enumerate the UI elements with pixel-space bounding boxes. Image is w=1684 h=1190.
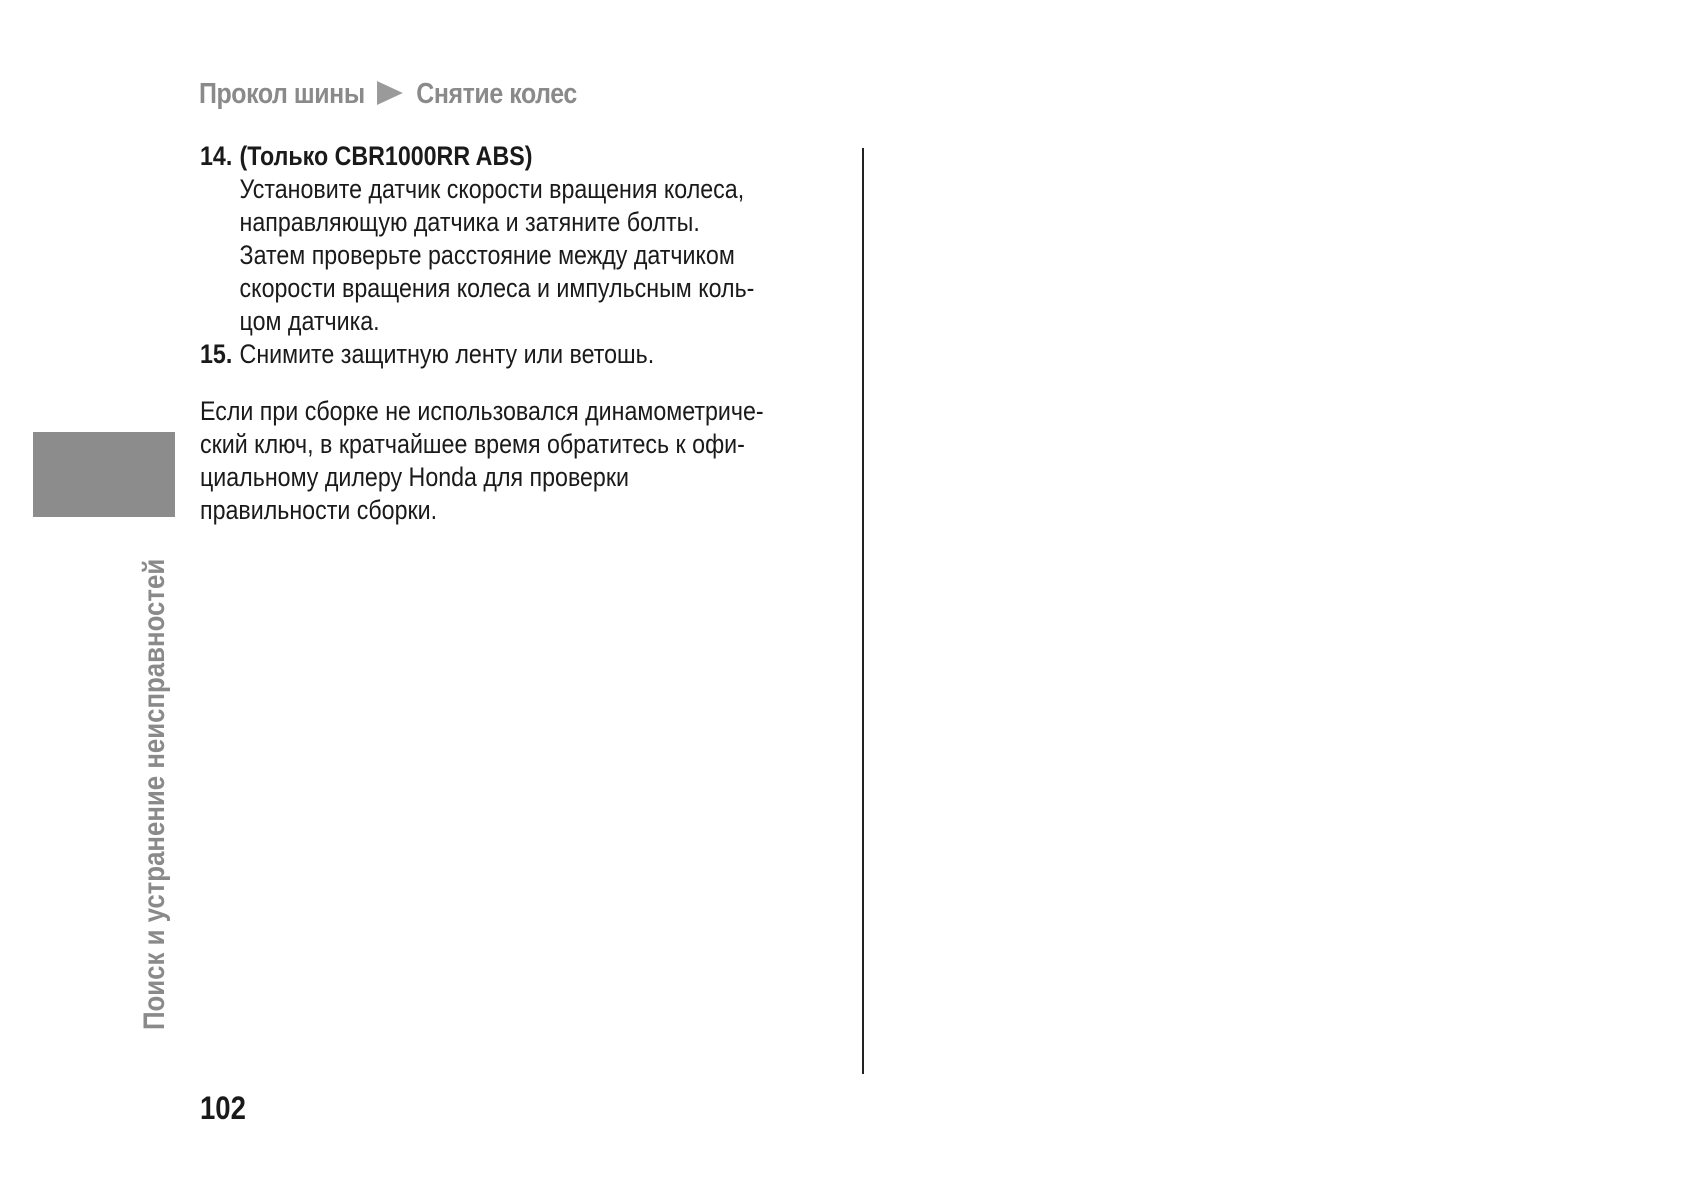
step-heading: (Только CBR1000RR ABS) <box>239 141 533 171</box>
triangle-arrow-icon <box>377 81 403 105</box>
step-line: направляющую датчика и затяните болты. <box>239 207 700 237</box>
step-line: цом датчика. <box>239 306 380 336</box>
step-text: Снимите защитную ленту или ветошь. <box>239 339 655 369</box>
note-line: правильности сборки. <box>200 495 438 525</box>
note-line: Если при сборке не использовался динамометриче- <box>200 396 764 426</box>
main-content <box>200 140 802 527</box>
step-number: 15. <box>200 339 233 369</box>
assembly-note <box>200 395 802 527</box>
note-line: ский ключ, в кратчайшее время обратитесь к офи- <box>200 429 745 459</box>
step-line: Установите датчик скорости вращения колеса, <box>239 174 745 204</box>
step-line: скорости вращения колеса и импульсным коль- <box>239 273 755 303</box>
step-line: Затем проверьте расстояние между датчиком <box>239 240 735 270</box>
chapter-label: Поиск и устранение неисправностей <box>138 558 171 1030</box>
page-number: 102 <box>200 1090 246 1126</box>
column-divider <box>862 148 864 1074</box>
note-line: циальному дилеру Honda для проверки <box>200 462 629 492</box>
step-number: 14. <box>200 141 233 171</box>
step-14 <box>200 140 802 338</box>
breadcrumb-section: Прокол шины <box>199 78 365 110</box>
step-15 <box>200 338 802 371</box>
breadcrumb-subsection: Снятие колес <box>416 78 577 110</box>
chapter-tab <box>33 432 175 517</box>
breadcrumb <box>199 78 577 111</box>
